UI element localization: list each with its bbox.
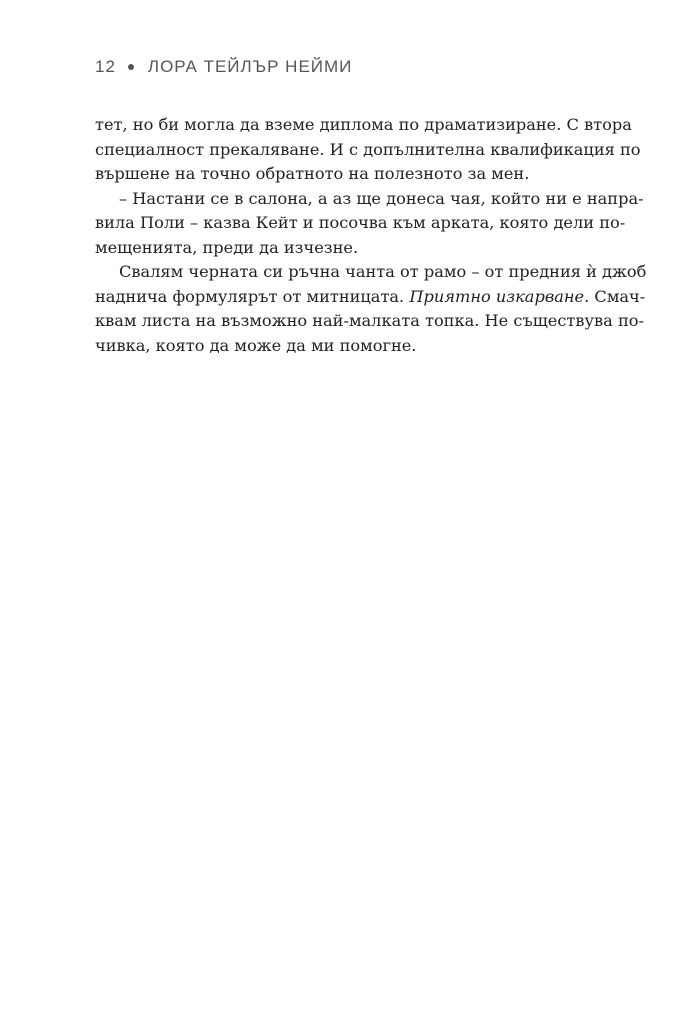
- text-line: квам листа на възможно най-малката топка. Не съществува по-: [95, 311, 644, 330]
- author-name: ЛОРА ТЕЙЛЪР НЕЙМИ: [147, 57, 353, 76]
- text-segment: . Смач-: [584, 286, 646, 306]
- body-text: [95, 113, 647, 358]
- text-line: мещенията, преди да изчезне.: [95, 237, 359, 257]
- paragraph: [95, 260, 647, 358]
- text-line: Свалям черната си ръчна чанта от рамо – от предния ѝ джоб: [119, 262, 647, 281]
- text-line: тет, но би могла да вземе диплома по драматизиране. С втора: [95, 115, 632, 134]
- text-line: чивка, която да може да ми помогне.: [95, 335, 417, 355]
- text-line: вършене на точно обратното на полезното за мен.: [95, 164, 530, 183]
- paragraph: [95, 113, 641, 187]
- page-number: 12: [95, 57, 116, 76]
- text-segment: наднича формулярът от митницата.: [95, 286, 410, 306]
- text-line: [95, 285, 646, 310]
- text-line: – Настани се в салона, а аз ще донеса чая, който ни е напра-: [119, 188, 644, 208]
- text-line: вила Поли – казва Кейт и посочва към арката, която дели по-: [95, 213, 626, 232]
- bullet-icon: [128, 64, 134, 70]
- text-line: специалност прекаляване. И с допълнителна квалификация по: [95, 139, 641, 159]
- running-header: [95, 55, 352, 79]
- paragraph: [95, 187, 644, 261]
- italic-phrase: Приятно изкарване: [409, 286, 585, 306]
